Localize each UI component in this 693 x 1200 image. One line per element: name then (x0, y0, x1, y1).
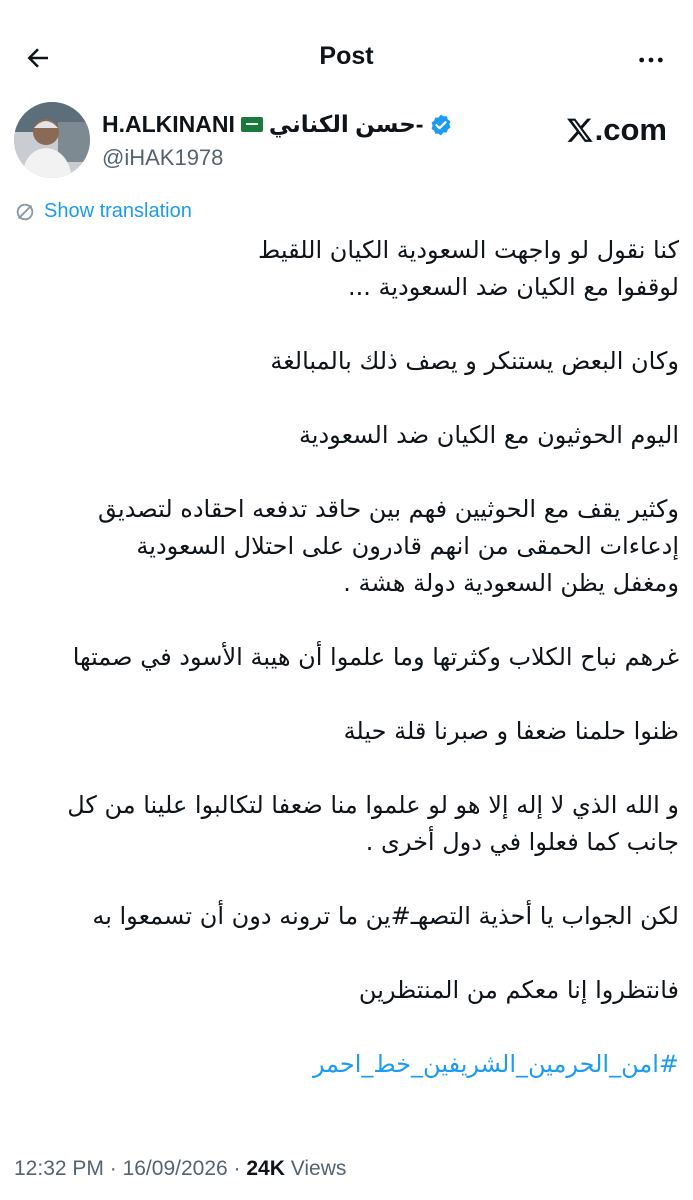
meta-separator: · (109, 1157, 117, 1180)
post-date[interactable]: 16/09/2026 (122, 1157, 228, 1180)
hashtag-link[interactable]: #امن_الحرمين_الشريفين_خط_احمر (312, 1050, 679, 1078)
tweet-line: و الله الذي لا إله إلا هو لو علموا منا ضعفا لتكالبوا علينا من كل (67, 791, 679, 819)
tweet-line: لوقفوا مع الكيان ضد السعودية ... (347, 273, 679, 301)
views-label: Views (290, 1157, 347, 1180)
tweet-line: كنا نقول لو واجهت السعودية الكيان اللقيط (258, 236, 679, 264)
post-time[interactable]: 12:32 PM (14, 1157, 104, 1180)
show-translation-label: Show translation (44, 200, 192, 222)
author-name-row[interactable] (102, 111, 453, 138)
more-horizontal-icon (635, 44, 667, 76)
post-meta (14, 1157, 346, 1181)
tweet-line: وكثير يقف مع الحوثيين فهم بين حاقد تدفعه احقاده لتصديق (98, 495, 679, 523)
tweet-line: غرهم نباح الكلاب وكثرتها وما علموا أن هيبة الأسود في صمتها (72, 643, 679, 671)
tweet-line: فانتظروا إنا معكم من المنتظرين (358, 976, 679, 1004)
tweet-line: لكن الجواب يا أحذية التصهـ#ين ما ترونه دون أن تسمعوا به (92, 902, 679, 930)
tweet-paragraph (20, 1046, 679, 1083)
top-bar (0, 0, 693, 118)
tweet-line: ومغفل يظن السعودية دولة هشة . (343, 569, 679, 597)
tweet-line: وكان البعض يستنكر و يصف ذلك بالمبالغة (270, 347, 679, 375)
tweet-paragraph (20, 343, 679, 380)
tweet-paragraph (20, 491, 679, 602)
tweet-paragraph (20, 972, 679, 1009)
x-logo-icon (565, 116, 595, 144)
tweet-line: اليوم الحوثيون مع الكيان ضد السعودية (298, 421, 679, 449)
tweet-paragraph (20, 787, 679, 861)
tweet-text (20, 232, 679, 1120)
brand-watermark: .com (565, 112, 667, 148)
saudi-flag-icon (241, 117, 263, 132)
tweet-line: إدعاءات الحمقى من انهم قادرون على احتلال السعودية (136, 532, 679, 560)
author-name: H.ALKINANI (102, 111, 235, 137)
author-handle[interactable]: @iHAK1978 (102, 145, 224, 170)
tweet-paragraph (20, 639, 679, 676)
author-name-arabic: حسن الكناني- (268, 111, 424, 137)
show-translation-link[interactable] (14, 200, 192, 223)
views-count: 24K (246, 1157, 285, 1180)
tweet-paragraph (20, 898, 679, 935)
tweet-paragraph (20, 417, 679, 454)
tweet-paragraph (20, 232, 679, 306)
tweet-line: جانب كما فعلوا في دول أخرى . (365, 828, 679, 856)
globe-slash-icon (14, 201, 36, 223)
tweet-paragraph (20, 713, 679, 750)
meta-separator: · (233, 1157, 241, 1180)
avatar[interactable] (14, 102, 90, 178)
more-button[interactable] (631, 40, 671, 80)
verified-badge-icon (429, 113, 453, 137)
page-title: Post (319, 42, 374, 70)
tweet-line: ظنوا حلمنا ضعفا و صبرنا قلة حيلة (343, 717, 679, 745)
